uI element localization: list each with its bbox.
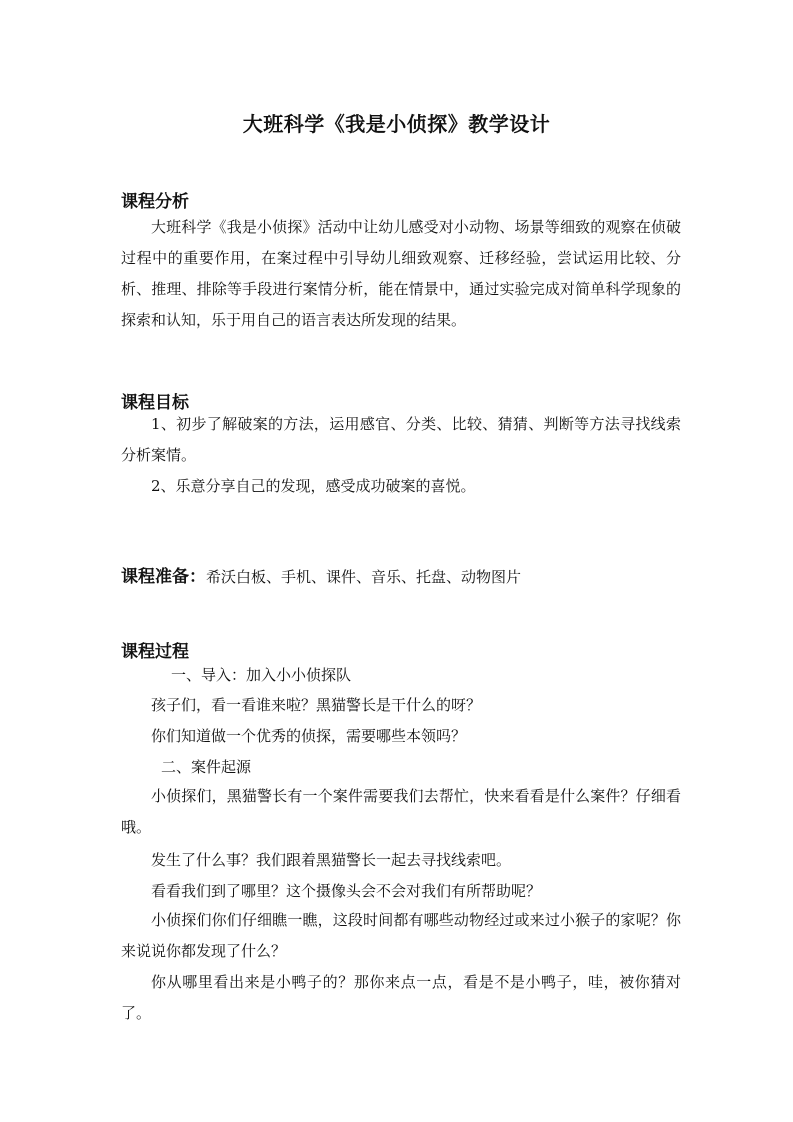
step1-line-1: 孩子们，看一看谁来啦？黑猫警长是干什么的呀？ bbox=[151, 696, 482, 714]
step2-paragraph-5: 你从哪里看出来是小鸭子的？那你来点一点，看是不是小鸭子，哇，被你猜对了。 bbox=[121, 973, 681, 1022]
document-title: 大班科学《我是小侦探》教学设计 bbox=[242, 112, 551, 136]
preparation-line bbox=[121, 562, 521, 587]
step1-line-2: 你们知道做一个优秀的侦探，需要哪些本领吗？ bbox=[151, 727, 467, 745]
step2-paragraph-2: 发生了什么事？我们跟着黑猫警长一起去寻找线索吧。 bbox=[151, 851, 512, 869]
goal-item-2: 2、乐意分享自己的发现，感受成功破案的喜悦。 bbox=[151, 477, 476, 495]
step2-paragraph-1: 小侦探们，黑猫警长有一个案件需要我们去帮忙，快来看看是什么案件？仔细看哦。 bbox=[121, 787, 681, 836]
step2-paragraph-4: 小侦探们你们仔细瞧一瞧，这段时间都有哪些动物经过或来过小猴子的家呢？你来说说你都发现了什么？ bbox=[121, 911, 681, 960]
preparation-label: 课程准备： bbox=[121, 567, 206, 587]
preparation-text: 希沃白板、手机、课件、音乐、托盘、动物图片 bbox=[206, 568, 522, 586]
goals-heading: 课程目标 bbox=[121, 393, 189, 413]
analysis-paragraph: 大班科学《我是小侦探》活动中让幼儿感受对小动物、场景等细致的观察在侦破过程中的重要作用，在案过程中引导幼儿细致观察、迁移经验，尝试运用比较、分析、推理、排除等手段进行案情分析，能在情景中，通过实验完成对简单科学现象的探索和认知，乐于用自己的语言表达所发现的结果。 bbox=[121, 218, 681, 329]
step2-title: 二、案件起源 bbox=[161, 758, 252, 776]
step2-paragraph-3: 看看我们到了哪里？这个摄像头会不会对我们有所帮助呢？ bbox=[151, 882, 542, 900]
goal-item-1: 1、初步了解破案的方法，运用感官、分类、比较、猜猜、判断等方法寻找线索分析案情。 bbox=[121, 415, 681, 464]
step1-title: 一、导入：加入小小侦探队 bbox=[171, 666, 352, 684]
analysis-heading: 课程分析 bbox=[121, 192, 189, 212]
process-heading: 课程过程 bbox=[121, 642, 189, 662]
